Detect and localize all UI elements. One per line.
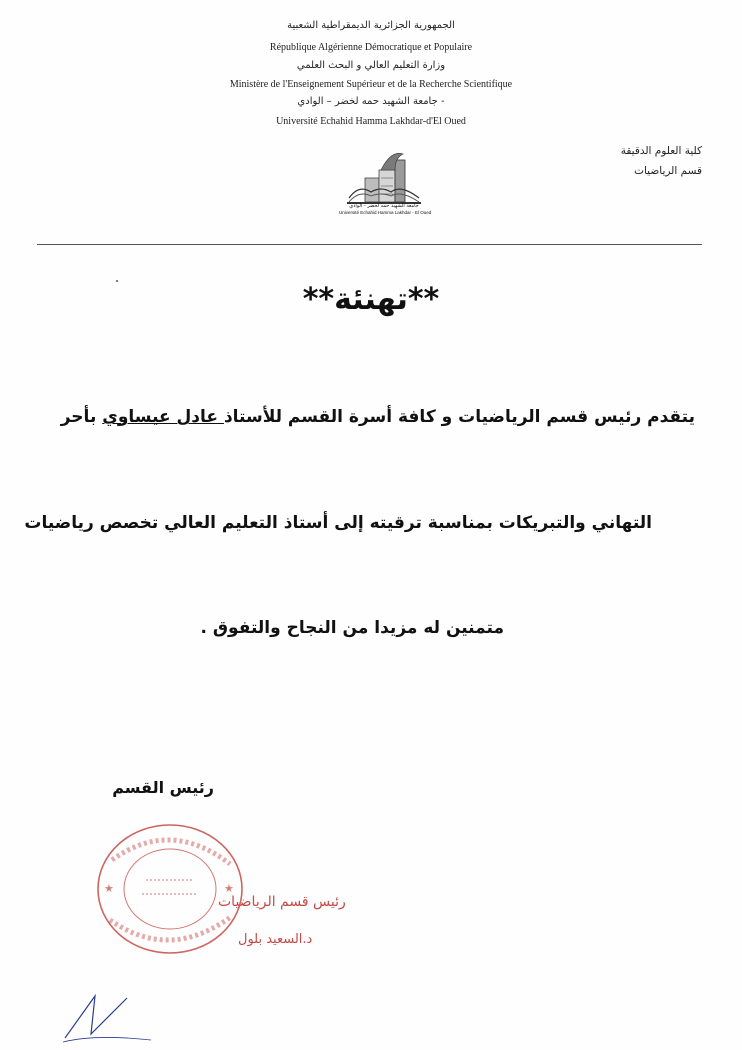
faculty-name: كلية العلوم الدقيقة (620, 145, 702, 157)
header-republic-fr: République Algérienne Démocratique et Populaire (269, 42, 473, 53)
logo-caption-ar: جامعة الشهيد حمه لخضر - الوادي (349, 203, 419, 209)
stamp-role: رئيس قسم الرياضيات (218, 894, 346, 910)
svg-text:★: ★ (104, 882, 114, 895)
document-title: **تهنئة** (302, 282, 440, 317)
body-line-1-start: يتقدم رئيس قسم الرياضيات و كافة أسرة القسم للأستاذ (223, 407, 695, 427)
header-university-ar: جامعة الشهيد حمه لخضر – الوادي - (297, 96, 445, 107)
signature-icon (55, 990, 155, 1050)
svg-text:★: ★ (224, 882, 234, 895)
header-university-fr: Université Echahid Hamma Lakhdar-d'El Oued (276, 116, 466, 127)
header-ministry-fr: Ministère de l'Enseignement Supérieur et de la Recherche Scientifique (229, 79, 513, 90)
honoree-name: عادل عيساوي (102, 407, 224, 427)
header-ministry-ar: وزارة التعليم العالي و البحث العلمي (296, 60, 446, 71)
logo-caption-fr: Université Echahid Hamma Lakhdar - El Oued (339, 210, 432, 215)
body-line-3: متمنين له مزيدا من النجاح والتفوق . (200, 618, 504, 638)
department-name: قسم الرياضيات (634, 165, 702, 177)
body-line-2: التهاني والتبريكات بمناسبة ترقيته إلى أستاذ التعليم العالي تخصص رياضيات (24, 513, 652, 533)
body-line-1 (61, 407, 695, 427)
header-republic-ar: الجمهورية الجزائرية الديمقراطية الشعبية (287, 20, 455, 31)
official-stamp-icon (92, 820, 250, 958)
stamp-name: د.السعيد بلول (238, 932, 313, 947)
signature-title: رئيس القسم (112, 778, 214, 797)
body-line-1-end: بأحر (60, 407, 103, 427)
header-divider (37, 244, 702, 245)
